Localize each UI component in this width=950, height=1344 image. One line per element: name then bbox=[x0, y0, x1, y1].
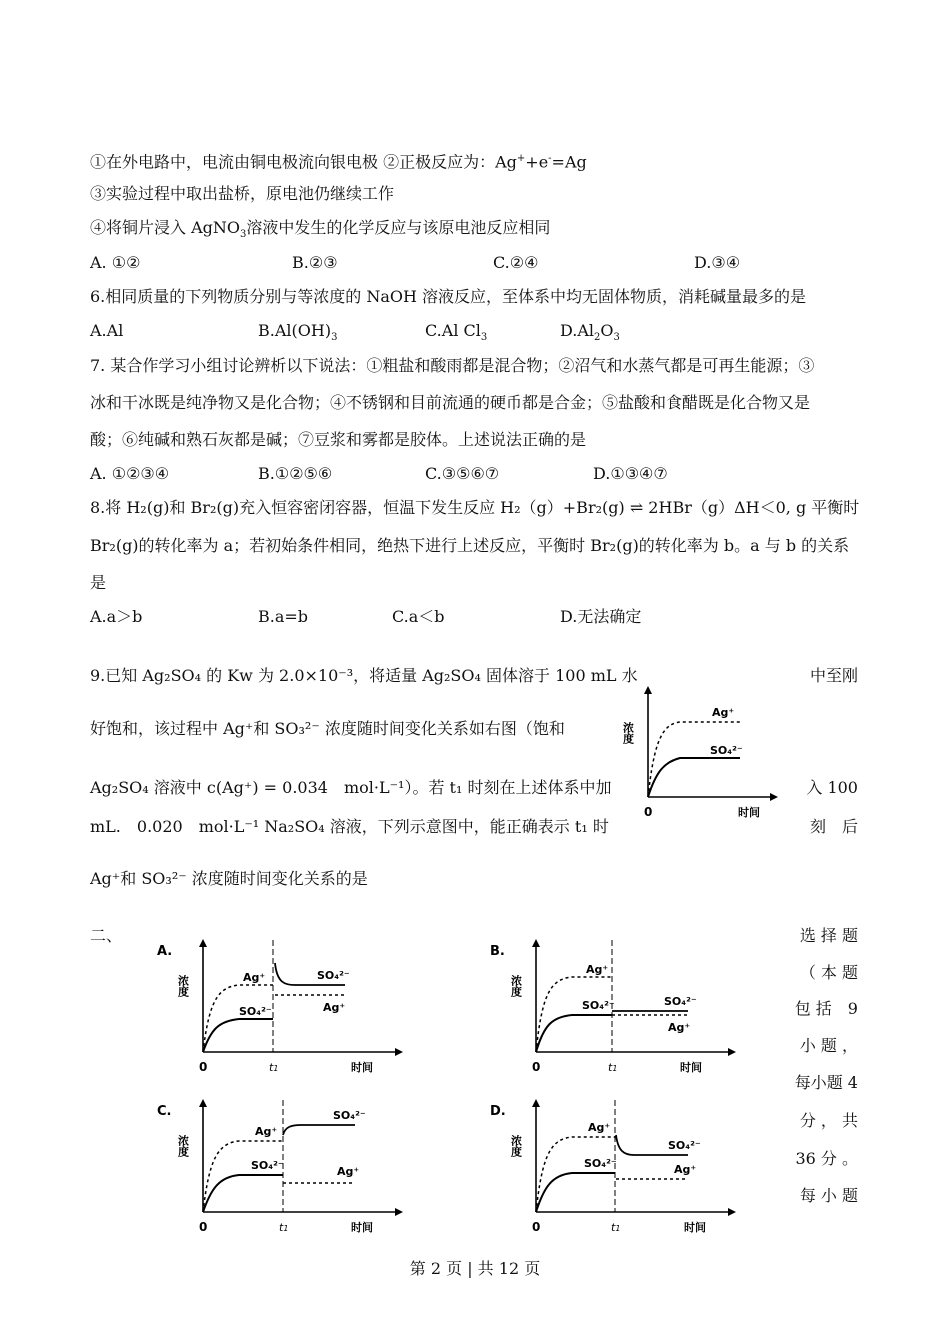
svg-text:0: 0 bbox=[199, 1060, 208, 1074]
so4-label: SO₄²⁻ bbox=[710, 744, 743, 757]
q7-line-3: 酸；⑥纯碱和熟石灰都是碱；⑦豆浆和雾都是胶体。上述说法正确的是 bbox=[90, 430, 587, 449]
q7-option-d[interactable]: D.①③④⑦ bbox=[593, 464, 668, 483]
option-a-graph[interactable] bbox=[155, 935, 405, 1075]
svg-text:0: 0 bbox=[199, 1220, 208, 1234]
q5-option-a[interactable]: A. ①② bbox=[90, 253, 141, 272]
ag-curve bbox=[203, 1141, 283, 1212]
so4-curve bbox=[536, 1173, 615, 1212]
q7-option-a[interactable]: A. ①②③④ bbox=[90, 464, 170, 483]
q7-option-c[interactable]: C.③⑤⑥⑦ bbox=[425, 464, 500, 483]
q8-option-a[interactable]: A.a＞b bbox=[90, 607, 143, 626]
y-arrow-icon bbox=[532, 939, 540, 947]
q8-line-3: 是 bbox=[90, 573, 107, 592]
svg-text:Ag⁺: Ag⁺ bbox=[255, 1125, 278, 1138]
x-arrow-icon bbox=[770, 793, 778, 801]
option-d-graph[interactable] bbox=[488, 1095, 738, 1235]
q7-line-2: 冰和干冰既是纯净物又是化合物；④不锈钢和目前流通的硬币都是合金；⑤盐酸和食醋既是化合物又是 bbox=[90, 393, 811, 412]
svg-text:SO₄²⁻: SO₄²⁻ bbox=[239, 1005, 272, 1018]
option-letter: A. bbox=[157, 944, 173, 959]
svg-text:时间: 时间 bbox=[680, 1061, 702, 1074]
page-footer: 第 2 页 | 共 12 页 bbox=[409, 1259, 541, 1278]
svg-text:Ag⁺: Ag⁺ bbox=[674, 1163, 697, 1176]
q8-option-d[interactable]: D.无法确定 bbox=[560, 607, 642, 626]
svg-text:时间: 时间 bbox=[351, 1221, 373, 1234]
so4-curve bbox=[648, 758, 740, 797]
q9-line-2: 好饱和，该过程中 Ag⁺和 SO₃²⁻ 浓度随时间变化关系如右图（饱和 bbox=[90, 719, 565, 738]
svg-text:SO₄²⁻: SO₄²⁻ bbox=[251, 1159, 284, 1172]
option-b-graph[interactable] bbox=[488, 935, 738, 1075]
svg-text:时间: 时间 bbox=[351, 1061, 373, 1074]
so4-curve bbox=[203, 1175, 283, 1212]
y-arrow-icon bbox=[199, 1099, 207, 1107]
ag-label: Ag⁺ bbox=[712, 706, 735, 719]
x-arrow-icon bbox=[728, 1208, 736, 1216]
q9-line-1: 9.已知 Ag₂SO₄ 的 Kw 为 2.0×10⁻³，将适量 Ag₂SO₄ 固体溶于 100 mL 水 bbox=[90, 666, 638, 685]
svg-text:t1: t1 bbox=[611, 1221, 621, 1234]
q7-line-1: 7. 某合作学习小组讨论辨析以下说法：①粗盐和酸雨都是混合物；②沼气和水蒸气都是可再生能源；③ bbox=[90, 356, 815, 375]
q5-statement-1-2: ①在外电路中，电流由铜电极流向银电极 ②正极反应为：Ag++e-=Ag bbox=[90, 152, 587, 172]
section-2-label: 二、 bbox=[90, 926, 123, 945]
minus-sup: - bbox=[548, 153, 552, 164]
y-axis-label: 浓度 bbox=[621, 722, 635, 744]
q5-statement-3: ③实验过程中取出盐桥，原电池仍继续工作 bbox=[90, 184, 395, 203]
q9-line-3-right: 入 100 bbox=[806, 778, 858, 797]
svg-text:浓度: 浓度 bbox=[509, 975, 523, 997]
q5-option-b[interactable]: B.②③ bbox=[292, 253, 338, 272]
q6-stem: 6.相同质量的下列物质分别与等浓度的 NaOH 溶液反应，至体系中均无固体物质，消耗碱量最多的是 bbox=[90, 287, 807, 306]
so4-curve bbox=[203, 1019, 273, 1052]
svg-text:SO₄²⁻: SO₄²⁻ bbox=[582, 999, 615, 1012]
ag-curve bbox=[536, 1137, 615, 1212]
q6-option-c[interactable]: C.Al $Cl_3$ bbox=[425, 321, 488, 344]
q8-option-c[interactable]: C.a＜b bbox=[392, 607, 445, 626]
option-c-graph[interactable] bbox=[155, 1095, 405, 1235]
q5-statement-4: ④将铜片浸入 AgNO$_3$溶液中发生的化学反应与该原电池反应相同 bbox=[90, 218, 551, 241]
q9-reference-graph bbox=[620, 682, 780, 822]
q9-line-1-right: 中至刚 bbox=[809, 666, 858, 685]
svg-text:时间: 时间 bbox=[684, 1221, 706, 1234]
section-2-text-2: （ 本 题 bbox=[799, 963, 858, 982]
section-2-text-7: 36 分 。 bbox=[795, 1149, 858, 1168]
svg-text:浓度: 浓度 bbox=[176, 975, 190, 997]
q9-line-4-right: 刻 后 bbox=[809, 817, 858, 836]
x-axis-label: 时间 bbox=[738, 806, 760, 819]
q8-option-b[interactable]: B.a=b bbox=[258, 607, 309, 626]
svg-text:Ag⁺: Ag⁺ bbox=[243, 971, 266, 984]
x-arrow-icon bbox=[395, 1208, 403, 1216]
q6-option-a[interactable]: A.Al bbox=[90, 321, 124, 340]
svg-text:0: 0 bbox=[532, 1220, 541, 1234]
q5-option-d[interactable]: D.③④ bbox=[694, 253, 741, 272]
svg-text:SO₄²⁻: SO₄²⁻ bbox=[584, 1157, 617, 1170]
q6-option-d[interactable]: $D.Al_2O_3$ bbox=[560, 321, 620, 344]
q9-line-4: mL. 0.020 mol·L⁻¹ Na₂SO₄ 溶液，下列示意图中，能正确表示 t₁ 时 bbox=[90, 817, 609, 836]
q7-option-b[interactable]: B.①②⑤⑥ bbox=[258, 464, 333, 483]
origin-label: 0 bbox=[644, 805, 653, 819]
plus-sup: + bbox=[516, 153, 526, 164]
ag-curve bbox=[648, 722, 740, 797]
svg-text:SO₄²⁻: SO₄²⁻ bbox=[668, 1139, 701, 1152]
y-arrow-icon bbox=[532, 1099, 540, 1107]
q8-line-2: Br₂(g)的转化率为 a；若初始条件相同，绝热下进行上述反应，平衡时 Br₂(g)的转化率为 b。a 与 b 的关系 bbox=[90, 536, 850, 555]
section-2-text-6: 分 ， 共 bbox=[799, 1111, 858, 1130]
option-letter: B. bbox=[490, 944, 505, 959]
so4-curve bbox=[536, 1015, 612, 1052]
svg-text:t1: t1 bbox=[279, 1221, 289, 1234]
svg-text:t1: t1 bbox=[269, 1061, 279, 1074]
section-2-text-5: 每小题 4 bbox=[794, 1073, 858, 1092]
svg-text:t1: t1 bbox=[608, 1061, 618, 1074]
section-2-text-1: 选 择 题 bbox=[799, 926, 858, 945]
so4-curve-after bbox=[283, 1125, 355, 1135]
y-arrow-icon bbox=[644, 686, 652, 694]
q9-line-3: Ag₂SO₄ 溶液中 c(Ag⁺) = 0.034 mol·L⁻¹）。若 t₁ 时刻在上述体系中加 bbox=[90, 778, 612, 797]
svg-text:Ag⁺: Ag⁺ bbox=[588, 1121, 611, 1134]
x-arrow-icon bbox=[728, 1048, 736, 1056]
section-2-text-8: 每 小 题 bbox=[799, 1186, 858, 1205]
svg-text:Ag⁺: Ag⁺ bbox=[323, 1001, 346, 1014]
svg-text:Ag⁺: Ag⁺ bbox=[668, 1021, 691, 1034]
svg-text:浓度: 浓度 bbox=[176, 1135, 190, 1157]
svg-text:SO₄²⁻: SO₄²⁻ bbox=[664, 995, 697, 1008]
svg-text:SO₄²⁻: SO₄²⁻ bbox=[317, 969, 350, 982]
svg-text:0: 0 bbox=[532, 1060, 541, 1074]
option-letter: C. bbox=[157, 1104, 172, 1119]
q5-option-c[interactable]: C.②④ bbox=[493, 253, 539, 272]
svg-text:SO₄²⁻: SO₄²⁻ bbox=[333, 1109, 366, 1122]
section-2-text-4: 小 题 ， bbox=[799, 1036, 858, 1055]
x-arrow-icon bbox=[395, 1048, 403, 1056]
svg-text:浓度: 浓度 bbox=[509, 1135, 523, 1157]
q8-line-1: 8.将 H₂(g)和 Br₂(g)充入恒容密闭容器，恒温下发生反应 H₂（g）+Br₂(g) ⇌ 2HBr（g）ΔH＜0, g 平衡时 bbox=[90, 498, 860, 517]
q6-option-b[interactable]: $B.Al(OH)_3$ bbox=[258, 321, 338, 344]
section-2-text-3: 包 括 9 bbox=[794, 999, 858, 1018]
q9-line-5: Ag⁺和 SO₃²⁻ 浓度随时间变化关系的是 bbox=[90, 869, 368, 888]
svg-text:Ag⁺: Ag⁺ bbox=[337, 1165, 360, 1178]
option-letter: D. bbox=[490, 1104, 506, 1119]
y-arrow-icon bbox=[199, 939, 207, 947]
svg-text:Ag⁺: Ag⁺ bbox=[586, 963, 609, 976]
